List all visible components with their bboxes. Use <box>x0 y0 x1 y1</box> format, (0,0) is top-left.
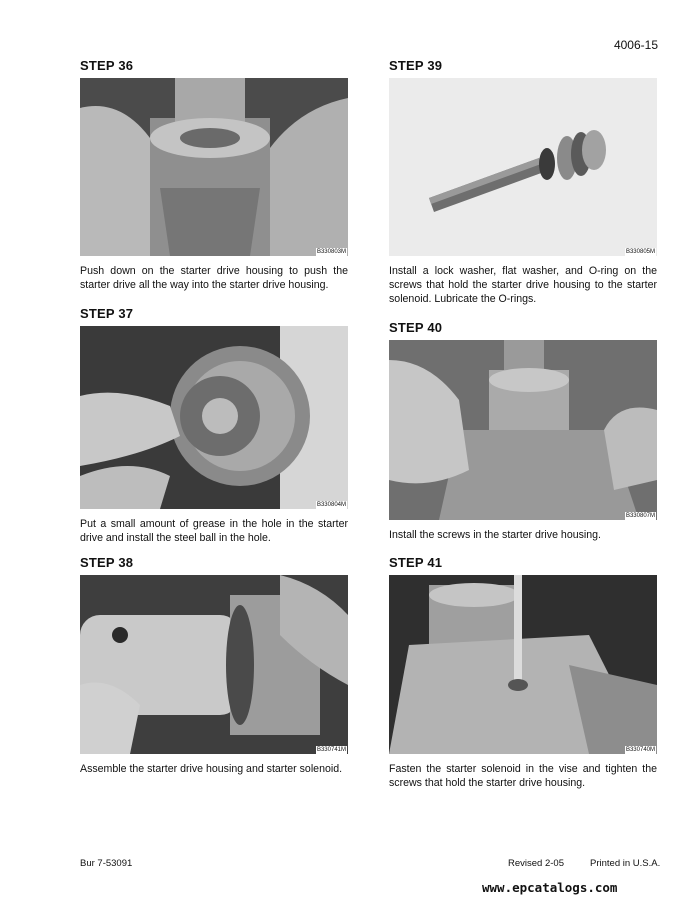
photo-id: B330804M <box>316 502 346 508</box>
step-38 <box>80 555 348 776</box>
photo-id: B330807M <box>625 513 655 519</box>
photo-id: B330803M <box>316 249 346 255</box>
footer-printed: Printed in U.S.A. <box>590 858 661 869</box>
step-photo <box>80 575 348 754</box>
photo-id: B330741M <box>316 747 346 753</box>
step-41 <box>389 555 657 790</box>
watermark-link[interactable]: www.epcatalogs.com <box>482 880 618 895</box>
step-title: STEP 40 <box>389 320 443 335</box>
step-title: STEP 36 <box>80 58 134 73</box>
step-caption: Install a lock washer, flat washer, and O-ring on the screws that hold the starter drive housing to the starter solenoid. Lubricate the O-rings. <box>389 265 657 305</box>
step-photo <box>389 78 657 256</box>
step-photo <box>80 78 348 256</box>
photo-id: B330805M <box>625 249 655 255</box>
step-title: STEP 38 <box>80 555 134 570</box>
step-37 <box>80 306 348 545</box>
step-caption: Put a small amount of grease in the hole in the starter drive and install the steel ball in the hole. <box>80 518 348 544</box>
page-number: 4006-15 <box>613 38 658 52</box>
step-title: STEP 37 <box>80 306 134 321</box>
footer-doc-number: Bur 7-53091 <box>80 858 133 869</box>
step-title: STEP 41 <box>389 555 443 570</box>
step-caption: Install the screws in the starter drive housing. <box>389 529 601 541</box>
step-photo <box>389 575 657 754</box>
step-caption: Fasten the starter solenoid in the vise and tighten the screws that hold the starter drive housing. <box>389 763 657 789</box>
step-caption: Assemble the starter drive housing and starter solenoid. <box>80 763 343 775</box>
photo-id: B330740M <box>625 747 655 753</box>
step-40 <box>389 320 657 542</box>
step-photo <box>80 326 348 509</box>
step-39 <box>389 58 657 306</box>
step-photo <box>389 340 657 520</box>
footer-revised: Revised 2-05 <box>508 858 564 869</box>
step-caption: Push down on the starter drive housing to push the starter drive all the way into the starter drive housing. <box>80 265 348 291</box>
step-36 <box>80 58 348 292</box>
step-title: STEP 39 <box>389 58 443 73</box>
